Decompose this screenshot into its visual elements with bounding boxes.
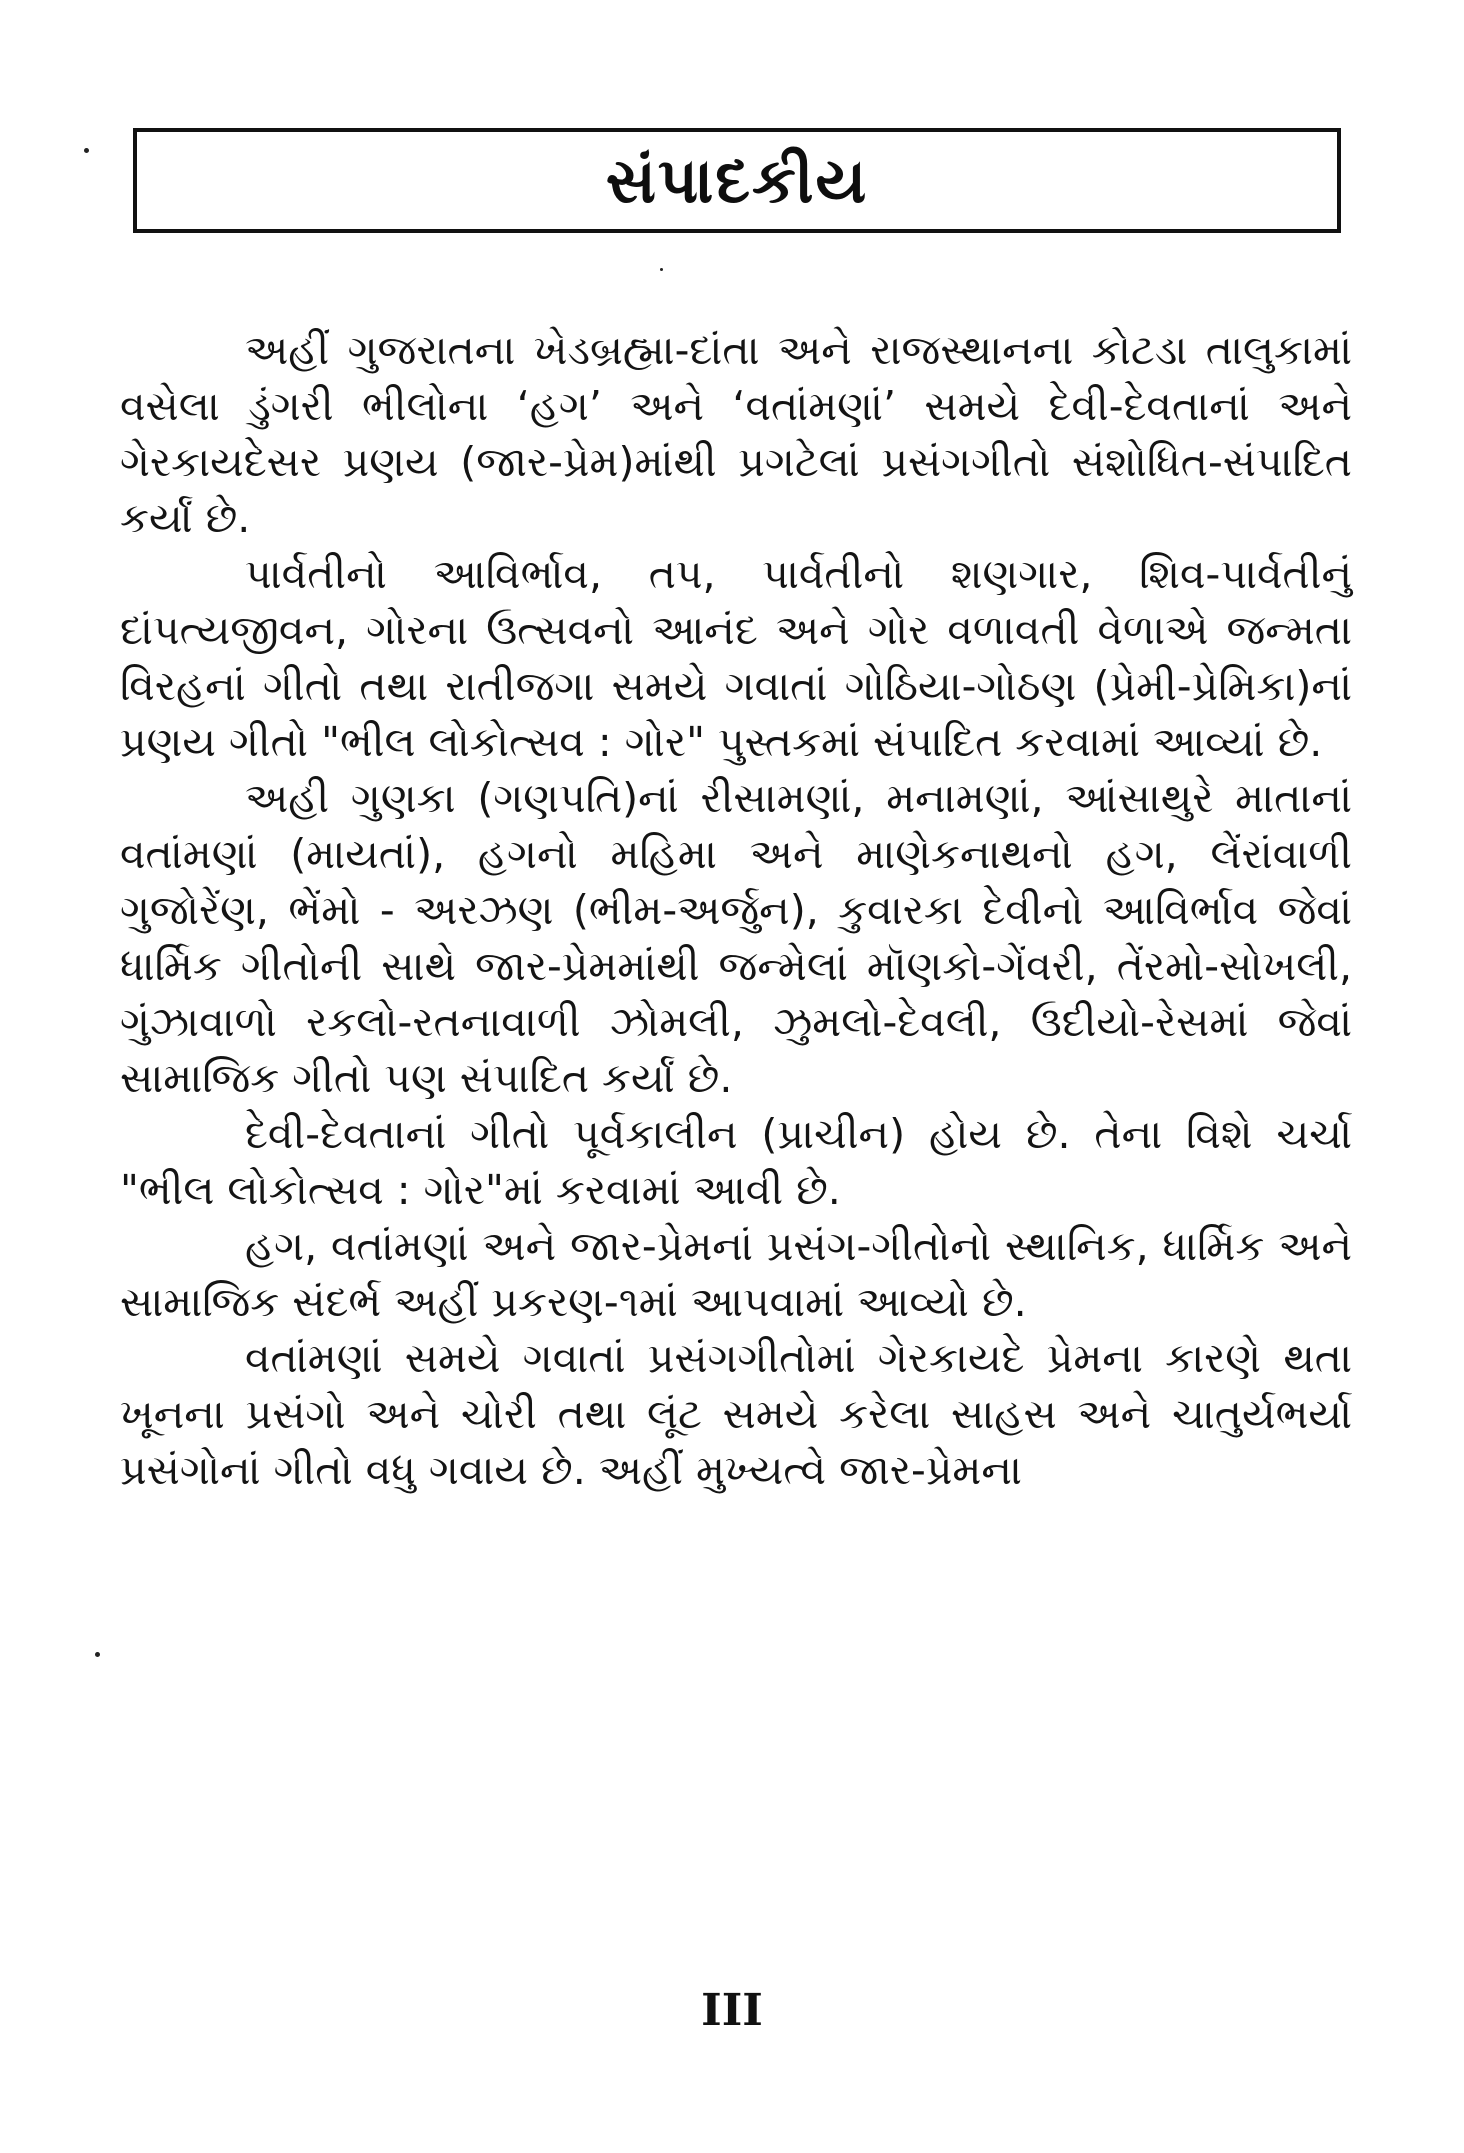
paragraph-3: અહી ગુણકા (ગણપતિ)નાં રીસામણાં, મનામણાં, આંસાથુરે માતાનાં વતાંમણાં (માયતાં), હગનો મહિમા અને માણેકનાથનો હગ, લેંરાંવાળી ગુજોરેંણ, ભેંમો - અરઝણ (ભીમ-અર્જુન), કુવારકા દેવીનો આવિર્ભાવ જેવાં ધાર્મિક ગીતોની સાથે જાર-પ્રેમમાંથી જન્મેલાં મૉણકો-ગેંવરી, તેંરમો-સોખલી, ગુંઝાવાળો રકલો-રતનાવાળી ઝોમલી, ઝુમલો-દેવલી, ઉદીયો-રેસમાં જેવાં સામાજિક ગીતો પણ સંપાદિત કર્યાં છે. [120,774,1352,1102]
print-speck [84,148,89,153]
page-number: III [701,1985,763,2036]
paragraph-6: વતાંમણાં સમયે ગવાતાં પ્રસંગગીતોમાં ગેરકાયદે પ્રેમના કારણે થતા ખૂનના પ્રસંગો અને ચોરી તથા લૂંટ સમયે કરેલા સાહસ અને ચાતુર્યભર્યા પ્રસંગોનાં ગીતો વધુ ગવાય છે. અહીં મુખ્યત્વે જાર-પ્રેમના [120,1334,1352,1494]
print-speck [95,1652,100,1657]
paragraph-2: પાર્વતીનો આવિર્ભાવ, તપ, પાર્વતીનો શણગાર, શિવ-પાર્વતીનું દાંપત્યજીવન, ગોરના ઉત્સવનો આનંદ અને ગોર વળાવતી વેળાએ જન્મતા વિરહનાં ગીતો તથા રાતીજગા સમયે ગવાતાં ગોઠિયા-ગોઠણ (પ્રેમી-પ્રેમિકા)નાં પ્રણય ગીતો "ભીલ લોકોત્સવ : ગોર" પુસ્તકમાં સંપાદિત કરવામાં આવ્યાં છે. [120,550,1352,766]
paragraph-5: હગ, વતાંમણાં અને જાર-પ્રેમનાં પ્રસંગ-ગીતોનો સ્થાનિક, ધાર્મિક અને સામાજિક સંદર્ભ અહીં પ્રકરણ-૧માં આપવામાં આવ્યો છે. [120,1222,1352,1326]
body-text [120,322,1352,1498]
title-box [133,128,1341,233]
print-speck [660,268,663,271]
page-title: સંપાદકીય [605,143,869,217]
paragraph-1: અહીં ગુજરાતના ખેડબ્રહ્મા-દાંતા અને રાજસ્થાનના કોટડા તાલુકામાં વસેલા ડુંગરી ભીલોના ‘હગ’ અને ‘વતાંમણાં’ સમયે દેવી-દેવતાનાં અને ગેરકાયદેસર પ્રણય (જાર-પ્રેમ)માંથી પ્રગટેલાં પ્રસંગગીતો સંશોધિત-સંપાદિત કર્યાં છે. [120,326,1352,542]
paragraph-4: દેવી-દેવતાનાં ગીતો પૂર્વકાલીન (પ્રાચીન) હોય છે. તેના વિશે ચર્ચા "ભીલ લોકોત્સવ : ગોર"માં કરવામાં આવી છે. [120,1110,1352,1214]
